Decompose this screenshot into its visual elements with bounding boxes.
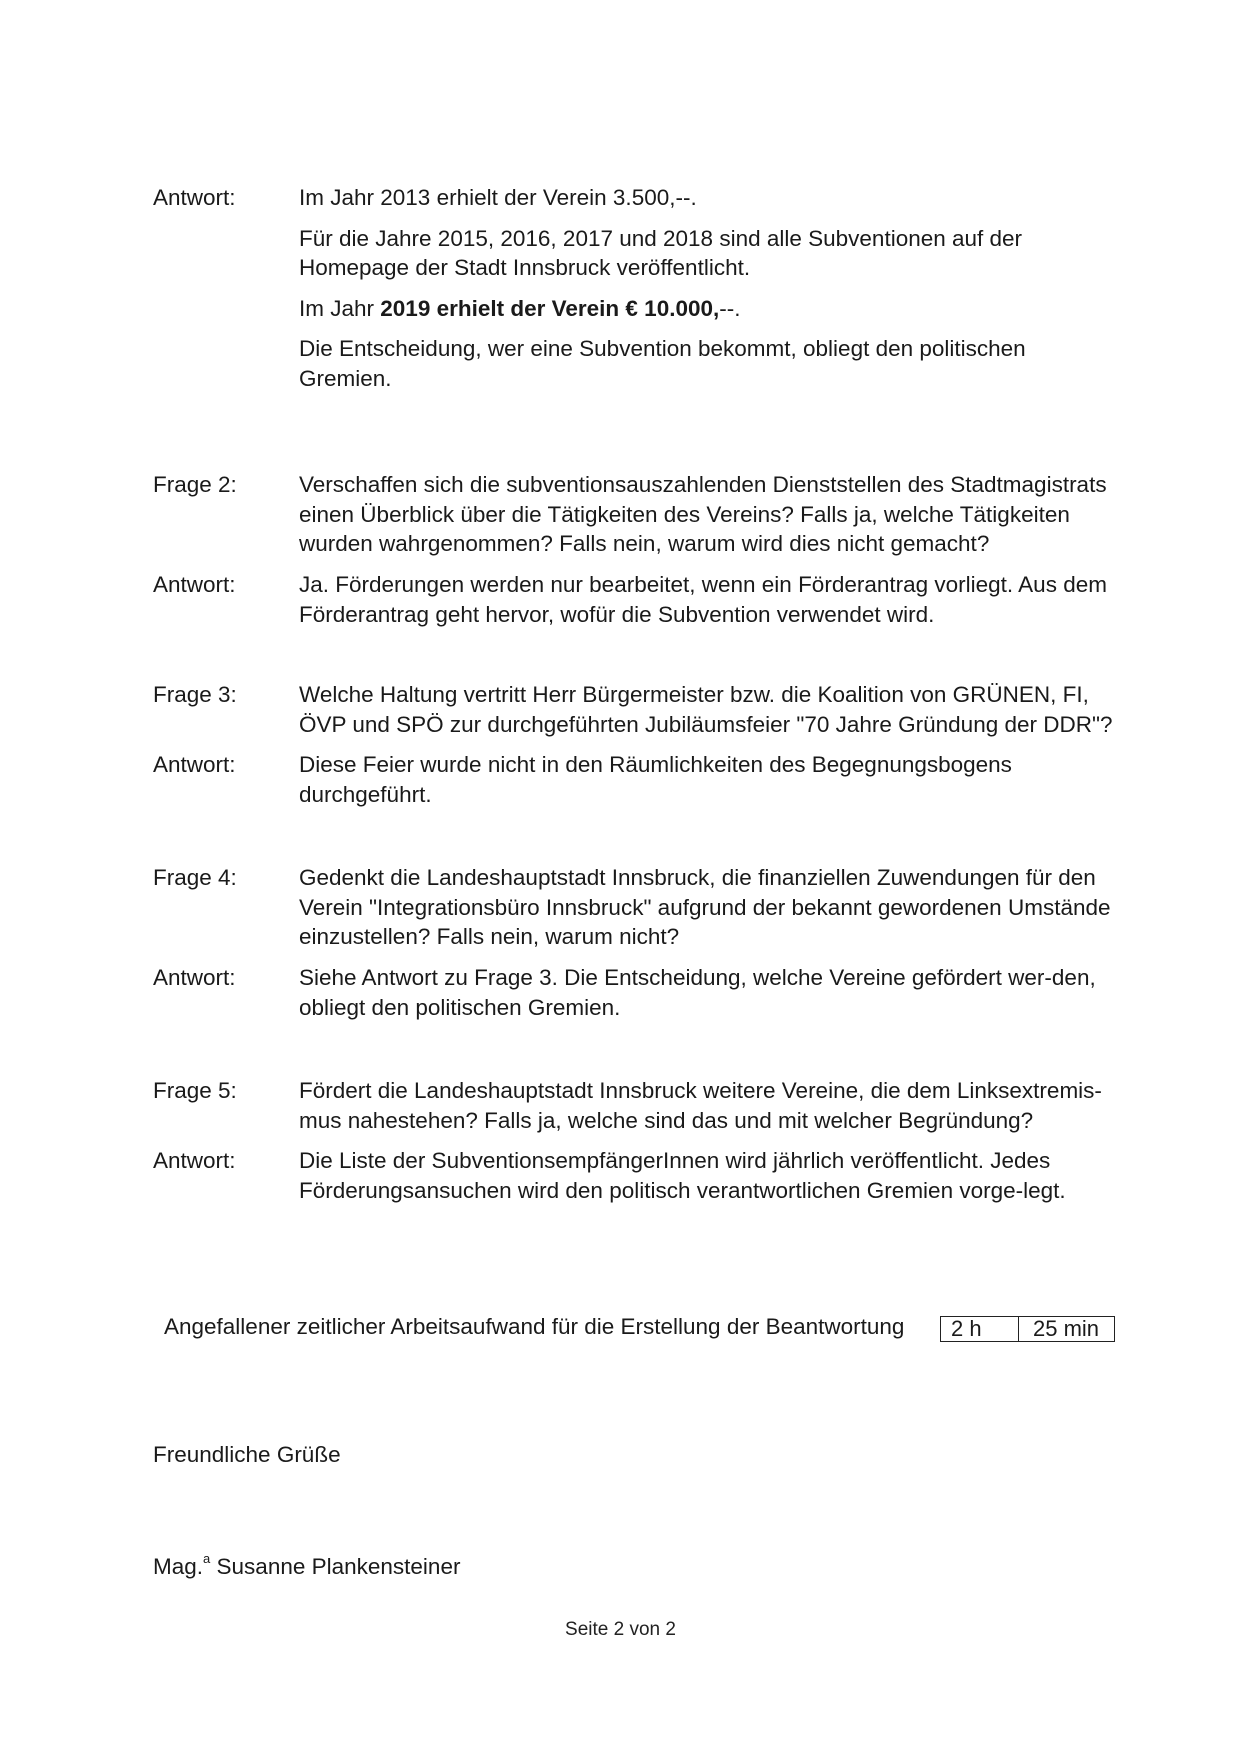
question-text: Fördert die Landeshauptstadt Innsbruck weitere Vereine, die dem Linksextremis-mus nahestehen? Falls ja, welche sind das und mit welcher Begründung? xyxy=(299,1078,1102,1133)
question-label: Frage 3: xyxy=(153,682,237,707)
answer-block-3 xyxy=(153,750,1123,809)
effort-label: Angefallener zeitlicher Arbeitsaufwand für die Erstellung der Beantwortung xyxy=(164,1314,905,1340)
answer-label: Antwort: xyxy=(153,752,236,777)
answer-block-4 xyxy=(153,963,1123,1022)
question-block-2 xyxy=(153,470,1123,559)
answer-paragraph: Die Entscheidung, wer eine Subvention bekommt, obliegt den politischen Gremien. xyxy=(299,336,1026,391)
signatory-name: Susanne Plankensteiner xyxy=(216,1554,461,1579)
answer-text xyxy=(299,183,1123,393)
question-label: Frage 4: xyxy=(153,865,237,890)
academic-title: Mag. xyxy=(153,1554,204,1579)
answer-label: Antwort: xyxy=(153,572,236,597)
question-text: Verschaffen sich die subventionsauszahlenden Dienststellen des Stadtmagistrats einen Überblick über die Tätigkeiten des Vereins? Falls ja, welche Tätigkeiten wurden wahrgenommen? Falls nein, warum wird dies nicht gemacht? xyxy=(299,472,1107,556)
answer-paragraph: Im Jahr 2013 erhielt der Verein 3.500,--. xyxy=(299,185,697,210)
text-prefix: Im Jahr xyxy=(299,295,381,321)
question-block-4 xyxy=(153,863,1123,952)
question-label: Frage 5: xyxy=(153,1078,237,1103)
answer-block-2 xyxy=(153,570,1123,629)
academic-title-suffix: a xyxy=(203,1550,211,1566)
answer-label: Antwort: xyxy=(153,185,236,210)
question-text: Gedenkt die Landeshauptstadt Innsbruck, die finanziellen Zuwendungen für den Verein "Integrationsbüro Innsbruck" aufgrund der bekannt gewordenen Umstände einzustellen? Falls nein, warum nicht? xyxy=(299,865,1111,949)
answer-label: Antwort: xyxy=(153,965,236,990)
text-suffix: --. xyxy=(719,295,741,321)
effort-table xyxy=(940,1316,1115,1342)
closing-greeting: Freundliche Grüße xyxy=(153,1442,341,1467)
bold-amount: 2019 erhielt der Verein € 10.000, xyxy=(380,295,720,321)
effort-minutes: 25 min xyxy=(1033,1316,1100,1341)
signature-name xyxy=(153,1552,460,1582)
answer-block-5 xyxy=(153,1146,1123,1205)
answer-text: Diese Feier wurde nicht in den Räumlichkeiten des Begegnungsbogens durchgeführt. xyxy=(299,752,1012,807)
answer-text: Die Liste der SubventionsempfängerInnen wird jährlich veröffentlicht. Jedes Förderungsansuchen wird den politisch verantwortlichen Gremien vorge-legt. xyxy=(299,1148,1066,1203)
answer-label: Antwort: xyxy=(153,1148,236,1173)
question-block-5 xyxy=(153,1076,1123,1135)
answer-text: Ja. Förderungen werden nur bearbeitet, wenn ein Förderantrag vorliegt. Aus dem Förderantrag geht hervor, wofür die Subvention verwendet wird. xyxy=(299,572,1107,627)
question-text: Welche Haltung vertritt Herr Bürgermeister bzw. die Koalition von GRÜNEN, FI, ÖVP und SPÖ zur durchgeführten Jubiläumsfeier "70 Jahre Gründung der DDR"? xyxy=(299,682,1113,737)
question-label: Frage 2: xyxy=(153,472,237,497)
page-number: Seite 2 von 2 xyxy=(565,1619,676,1640)
answer-paragraph: Für die Jahre 2015, 2016, 2017 und 2018 sind alle Subventionen auf der Homepage der Stadt Innsbruck veröffentlicht. xyxy=(299,225,1023,280)
effort-line xyxy=(164,1313,904,1341)
answer-text: Siehe Antwort zu Frage 3. Die Entscheidung, welche Vereine gefördert wer-den, obliegt den politischen Gremien. xyxy=(299,965,1096,1020)
answer-paragraph-bold xyxy=(299,294,1123,324)
answer-block-1 xyxy=(153,183,1123,393)
effort-hours: 2 h xyxy=(941,1317,1019,1341)
question-block-3 xyxy=(153,680,1123,739)
